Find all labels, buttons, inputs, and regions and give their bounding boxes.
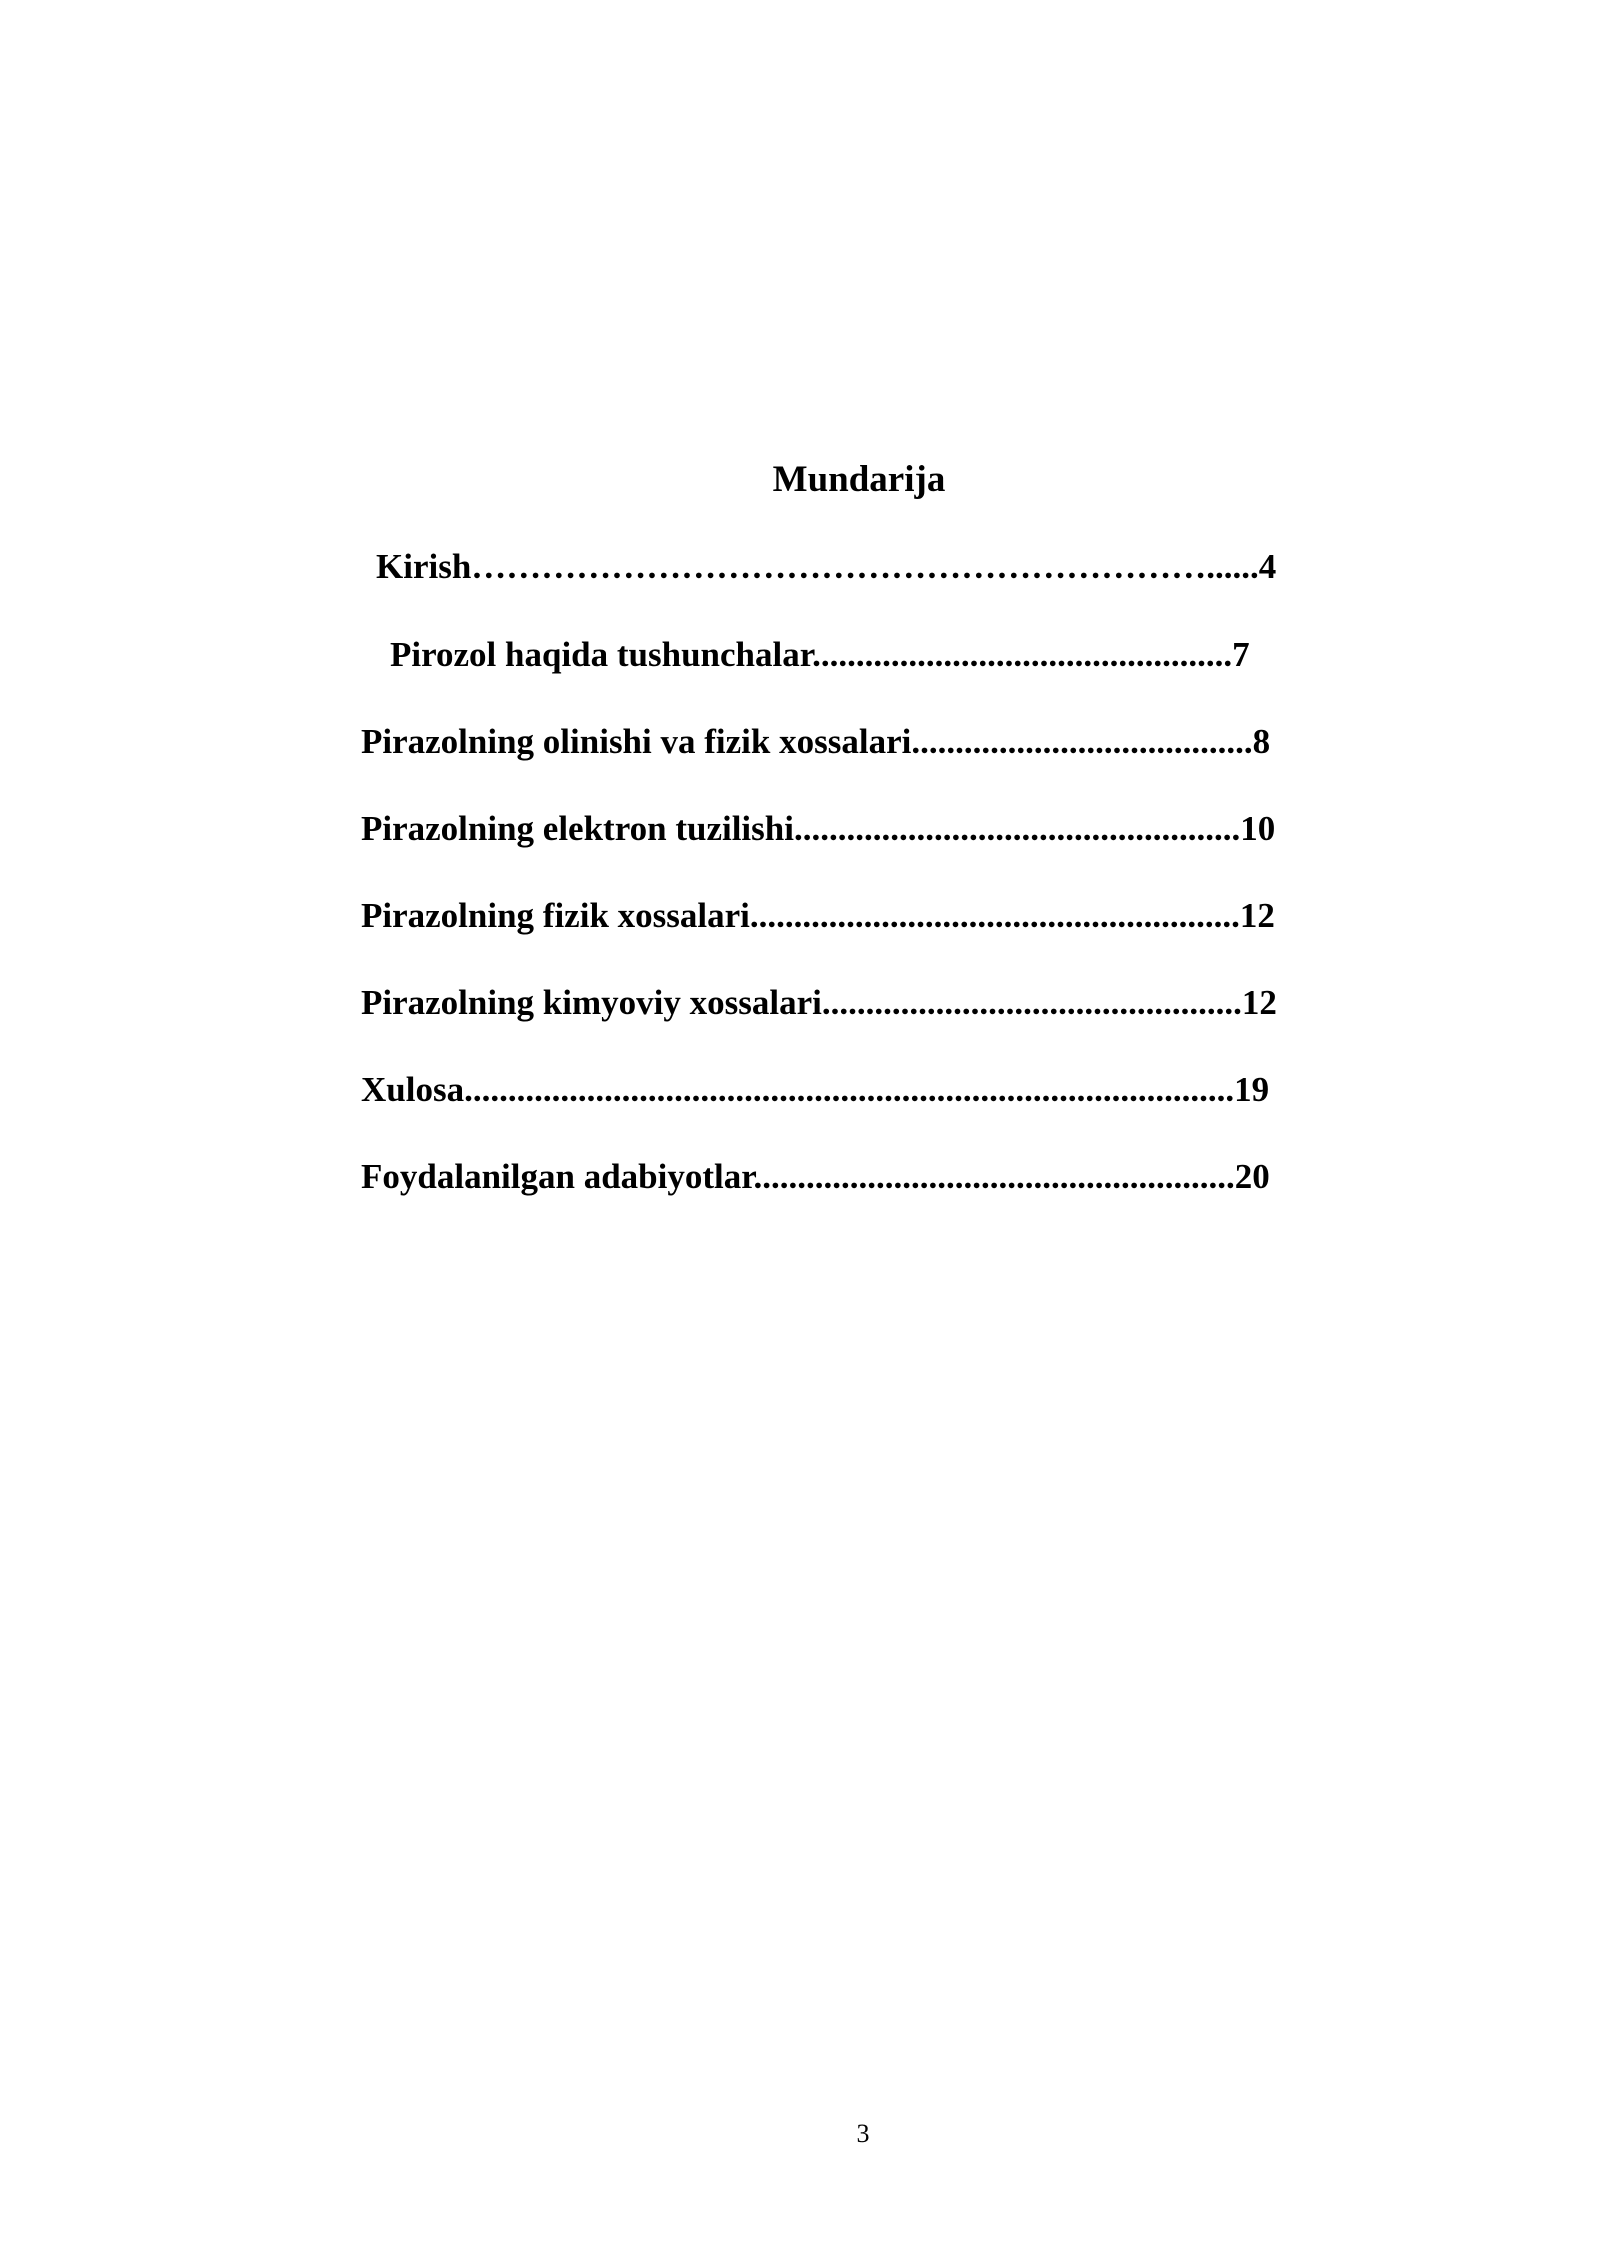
toc-entry-xulosa: Xulosa........................................................................................19 xyxy=(361,1070,1270,1109)
toc-title: Mundarija xyxy=(772,459,946,500)
toc-entry-kirish: Kirish………………………………………………………......4 xyxy=(376,547,1277,586)
toc-entry-elektron-tuzilishi: Pirazolning elektron tuzilishi...................................................10 xyxy=(361,809,1276,848)
page-number: 3 xyxy=(856,2119,870,2148)
toc-entry-kimyoviy-xossalari: Pirazolning kimyoviy xossalari................................................12 xyxy=(361,983,1277,1022)
toc-entry-fizik-xossalari: Pirazolning fizik xossalari........................................................12 xyxy=(361,896,1275,935)
toc-entry-adabiyotlar: Foydalanilgan adabiyotlar.......................................................20 xyxy=(361,1157,1270,1196)
toc-entry-olinishi: Pirazolning olinishi va fizik xossalari.......................................8 xyxy=(361,722,1271,761)
toc-entry-pirozol-haqida: Pirozol haqida tushunchalar................................................7 xyxy=(390,635,1250,674)
